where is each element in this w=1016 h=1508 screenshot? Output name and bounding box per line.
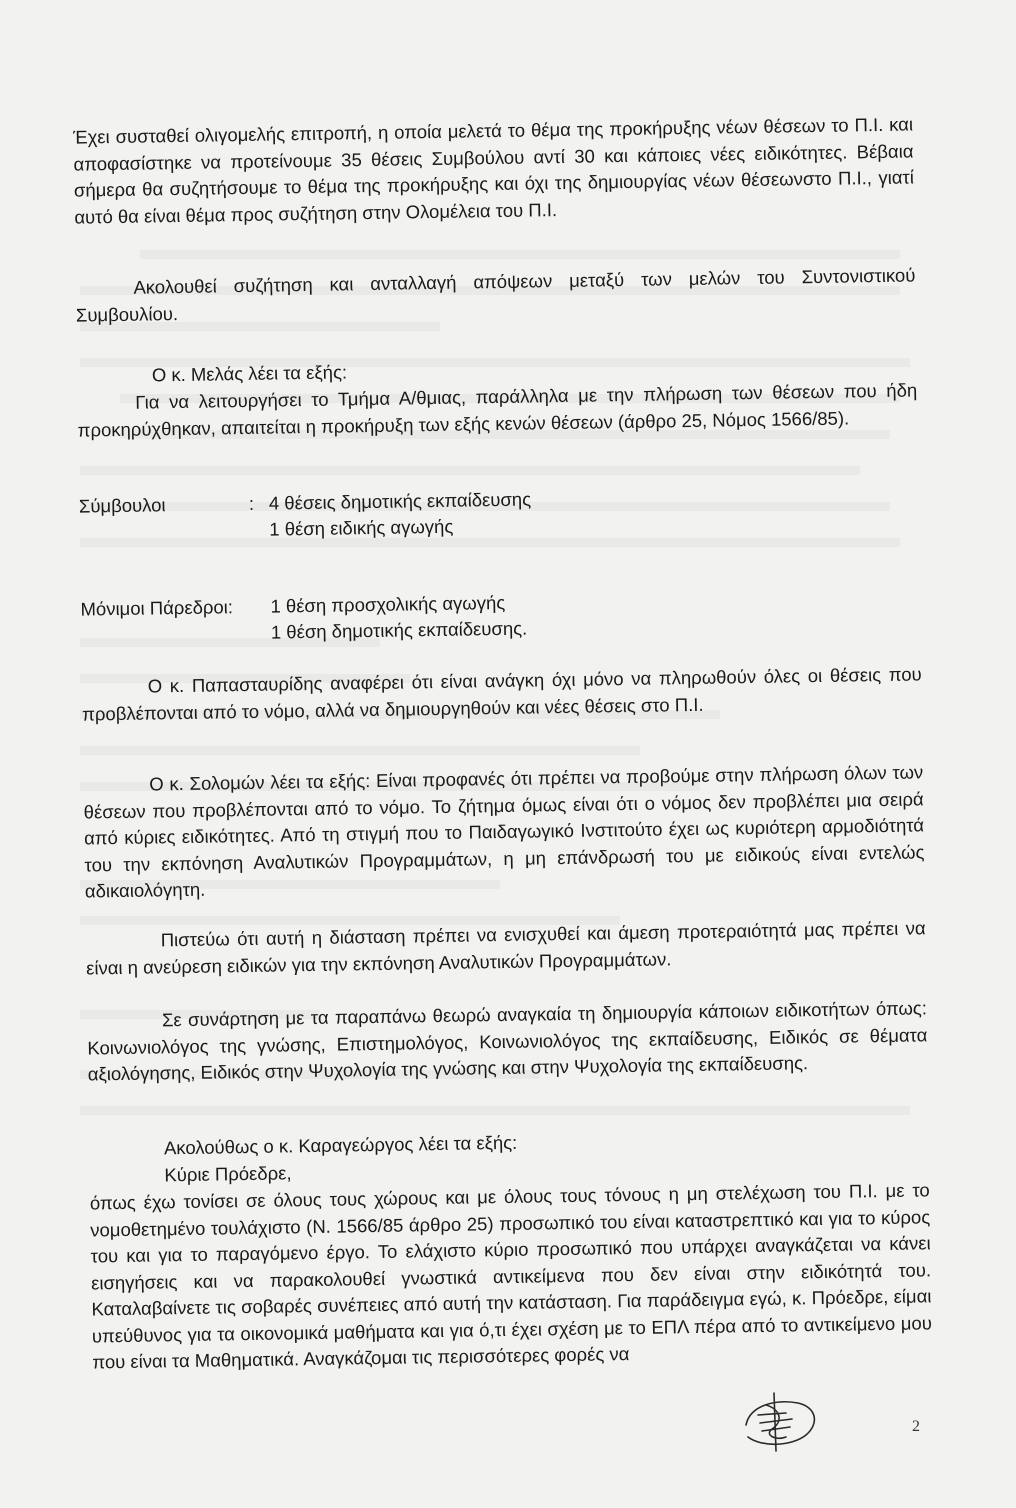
paragraph-karageorgos: όπως έχω τονίσει σε όλους τους χώρους και με όλους τους τόνους η μη στελέχωση του Π.Ι. με το νομοθετημένο τουλάχιστο (Ν. 1566/85 άρθρο 25) προσωπικό του είναι καταστρεπτικό και για το κύρος του και για το παραγόμενο έργο. Το ελάχιστο κύριο προσωπικό που υπάρχει αναγκάζεται να κάνει εισηγήσεις και να παρακολουθεί γνωστικά αντικείμενα που δεν είναι στην ειδικότητά του. Καταλαβαίνετε τις σοβαρές συνέπειες από αυτή την κατάσταση. Για παράδειγμα εγώ, κ. Πρόεδρε, είμαι υπεύθυνος για τα οικονομικά μαθήματα και για ό,τι έχει σχέση με το ΕΠΛ πέρα από το αντικείμενο μου που είναι τα Μαθηματικά. Αναγκάζομαι τις περισσότερες φορές να bbox=[89, 1179, 932, 1373]
advisors-label: Σύμβουλοι bbox=[78, 494, 166, 517]
advisors-line-1: 4 θέσεις δημοτικής εκπαίδευσης bbox=[268, 488, 532, 514]
signature-mark bbox=[736, 1385, 826, 1455]
paragraph-discussion: Ακολουθεί συζήτηση και ανταλλαγή απόψεων μεταξύ των μελών του Συντονιστικού Συμβουλίου. bbox=[75, 264, 916, 326]
permanent-line-2: 1 θέση δημοτικής εκπαίδευσης. bbox=[270, 617, 528, 643]
page-number: 2 bbox=[912, 1418, 920, 1435]
paragraph-solomon: Ο κ. Σολομών λέει τα εξής: Είναι προφανές ότι πρέπει να προβούμε στην πλήρωση όλων των θέσεων που προβλέπονται από το νόμο. Το ζήτημα όμως είναι ότι ο νόμος δεν προβλέπει μια σειρά από κύριες ειδικότητες. Από τη στιγμή που το Παιδαγωγικό Ινστιτούτο έχει ως κυριότερη αρμοδιότητά του την εκπόνηση Αναλυτικών Προγραμμάτων, η μη επάνδρωσή του με ειδικούς είναι εντελώς αδικαιολόγητη. bbox=[83, 761, 925, 902]
paragraph-specialties: Σε συνάρτηση με τα παραπάνω θεωρώ αναγκαία τη δημιουργία κάποιων ειδικοτήτων όπως: Κοινωνιολόγος της γνώσης, Επιστημολόγος, Κοινωνιολόγος της εκπαίδευσης, Ειδικός σε θέματα αξιολόγησης, Ειδικός στην Ψυχολογία της γνώσης και στην Ψυχολογία της εκπαίδευσης. bbox=[87, 997, 928, 1085]
advisors-line-2: 1 θέση ειδικής αγωγής bbox=[269, 515, 454, 540]
paragraph-papastavridis: Ο κ. Παπασταυρίδης αναφέρει ότι είναι ανάγκη όχι μόνο να πληρωθούν όλες οι θέσεις που προβλέπονται από το νόμο, αλλά να δημιουργηθούν και νέες θέσεις στο Π.Ι. bbox=[81, 663, 922, 725]
paragraph-karageorgos-intro: Ακολούθως ο κ. Καραγεώργος λέει τα εξής: bbox=[163, 1131, 518, 1159]
paragraph-salutation: Κύριε Πρόεδρε, bbox=[164, 1162, 292, 1186]
paragraph-melas-intro: Ο κ. Μελάς λέει τα εξής: bbox=[151, 361, 348, 386]
paragraph-committee: Έχει συσταθεί ολιγομελής επιτροπή, η οποία μελετά το θέμα της προκήρυξης νέων θέσεων το Π.Ι. και αποφασίστηκε να προτείνουμε 35 θέσεις Συμβούλου αντί 30 και κάποιες νέες ειδικότητες. Βέβαια σήμερα θα συζητήσουμε το θέμα της προκήρυξης και όχι της δημιουργίας νέων θέσεωνστο Π.Ι., γιατί αυτό θα είναι θέμα προς συζήτηση στην Ολομέλεια του Π.Ι. bbox=[72, 113, 915, 228]
permanent-line-1: 1 θέση προσχολικής αγωγής bbox=[270, 591, 506, 617]
advisors-colon: : bbox=[248, 492, 255, 514]
permanent-label: Μόνιμοι Πάρεδροι: bbox=[80, 596, 234, 620]
paragraph-belief: Πιστεύω ότι αυτή η διάσταση πρέπει να ενισχυθεί και άμεση προτεραιότητά μας πρέπει να είναι η ανεύρεση ειδικών για την εκπόνηση Αναλυτικών Προγραμμάτων. bbox=[85, 917, 926, 979]
paragraph-melas: Για να λειτουργήσει το Τμήμα Α/θμιας, παράλληλα με την πλήρωση των θέσεων που ήδη προκηρύχθηκαν, απαιτείται η προκήρυξη των εξής κενών θέσεων (άρθρο 25, Νόμος 1566/85). bbox=[77, 379, 918, 441]
